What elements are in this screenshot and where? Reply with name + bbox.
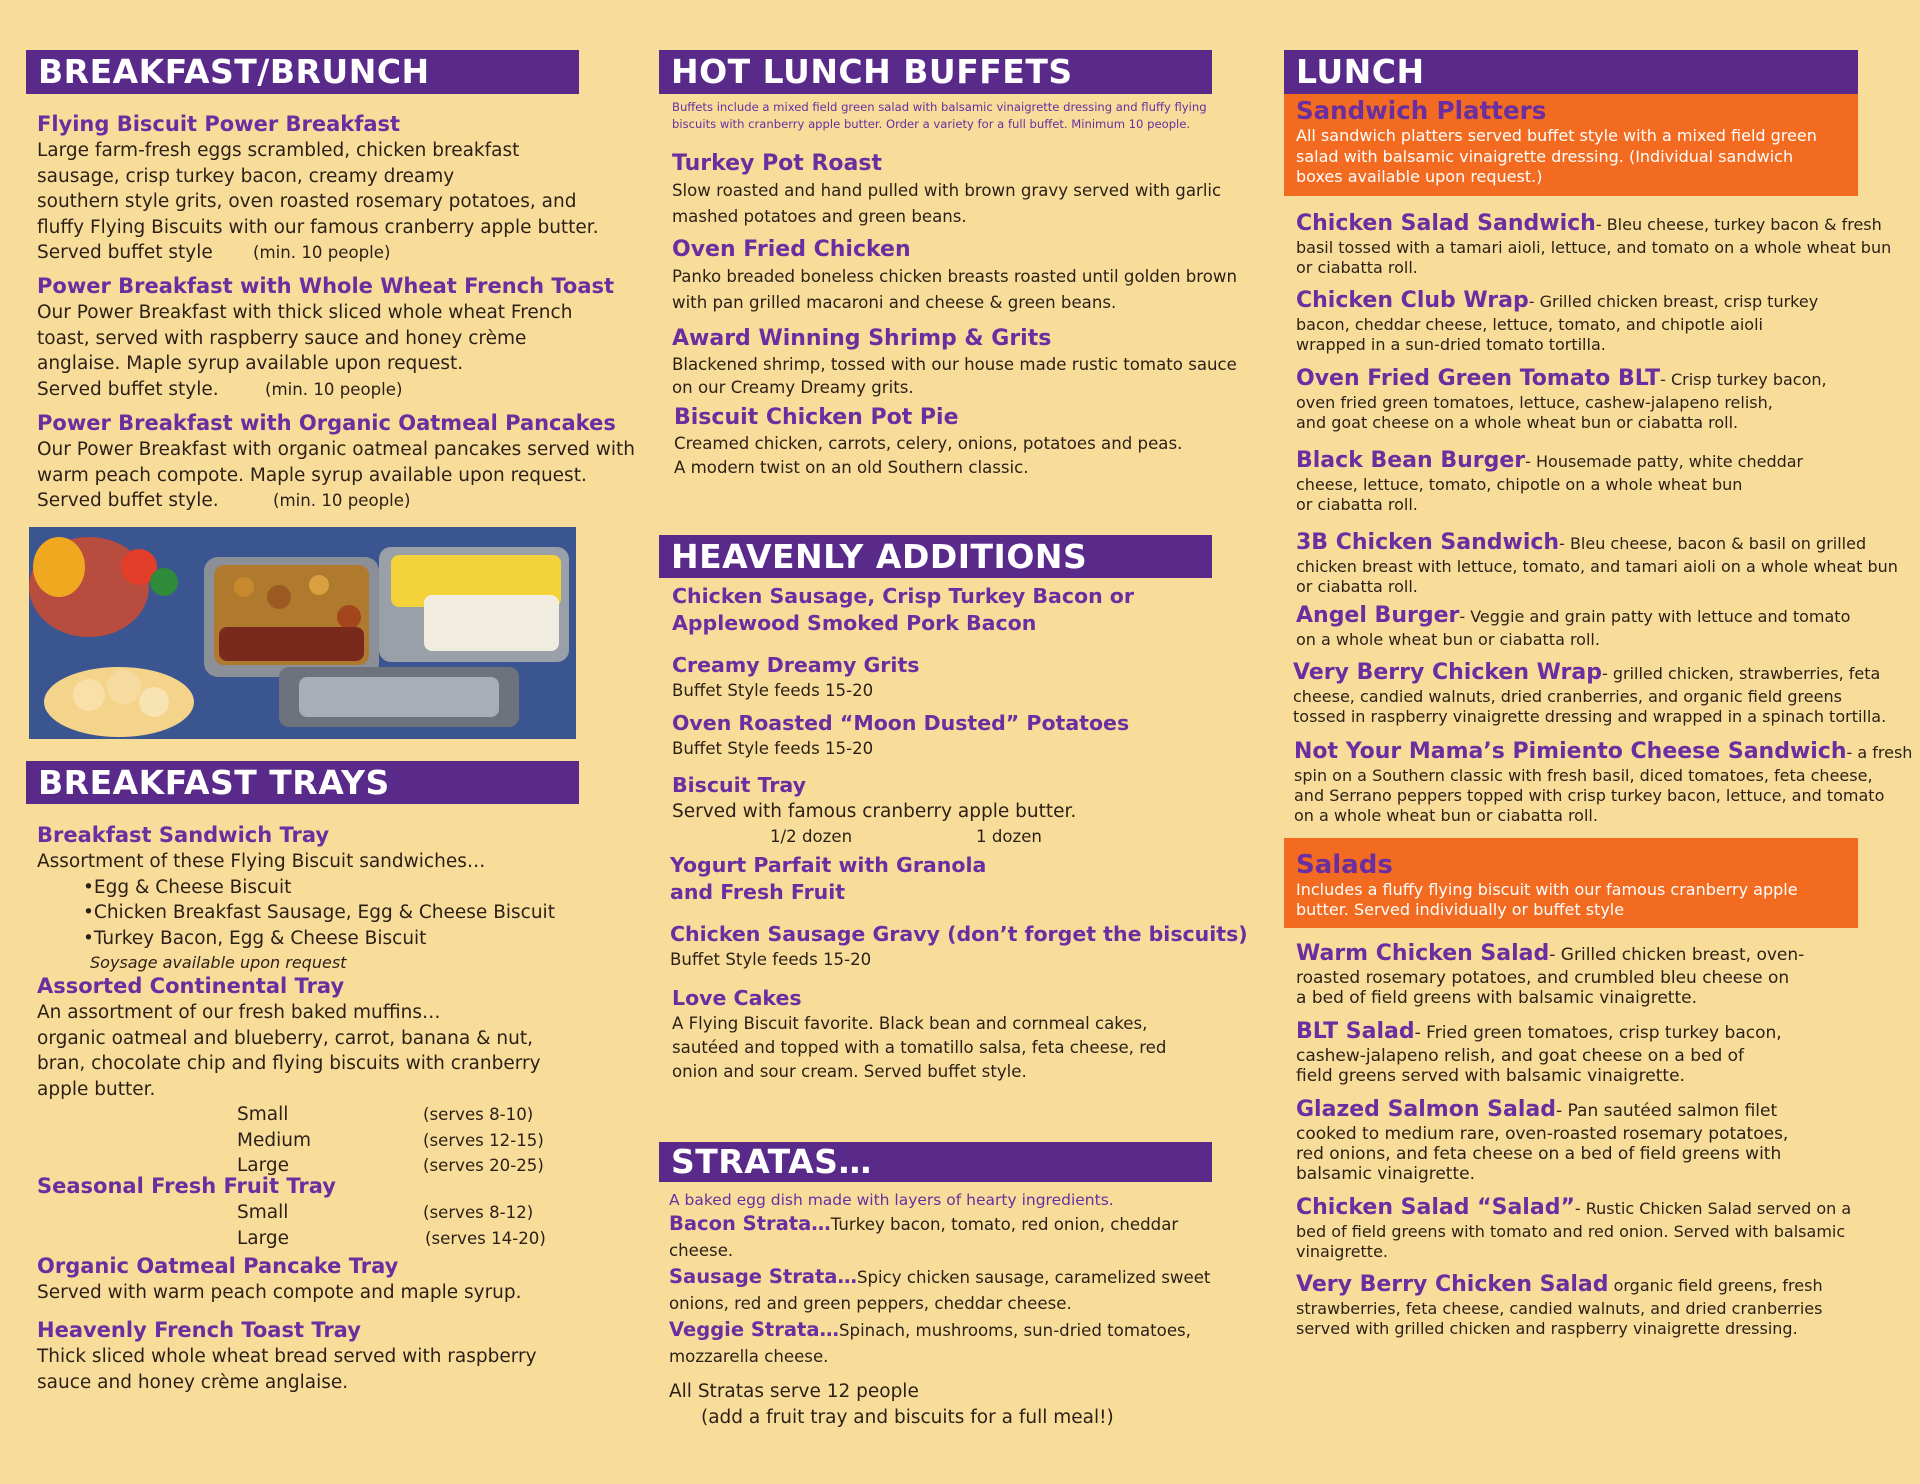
stratas-serve [669,1379,1114,1430]
sandwich-name: Chicken Salad Sandwich [1296,211,1596,236]
salad-desc: served with grilled chicken and raspberry vinaigrette dressing. [1296,1319,1798,1338]
item-desc: Served with warm peach compote and maple syrup. [37,1282,522,1303]
item-title: Applewood Smoked Pork Bacon [672,611,1037,635]
size-label: Small [237,1202,289,1223]
sandwich-desc: and Serrano peppers topped with crisp turkey bacon, lettuce, and tomato [1294,786,1885,805]
pancake-tray [37,1252,607,1306]
hotlunch-intro [672,99,1207,133]
sandwich-platters-box [1284,94,1858,196]
salad-desc: vinaigrette. [1296,1242,1389,1261]
stratas-list [669,1189,1210,1370]
size-row [37,1226,607,1252]
sandwich-item [1296,447,1803,515]
sandwich-item [1296,602,1850,650]
salad-item [1296,940,1804,1008]
item-desc: sauce and honey crème anglaise. [37,1371,349,1393]
item-desc: sausage, crisp turkey bacon, creamy dreamy [37,165,455,187]
sandwich-name: Oven Fried Green Tomato BLT [1296,366,1661,391]
size-label: Small [237,1104,289,1125]
item-desc: bran, chocolate chip and flying biscuits with cranberry [37,1053,541,1074]
sandwich-desc: on a whole wheat bun or ciabatta roll. [1296,630,1600,649]
item-title: Chicken Sausage Gravy (don’t forget the biscuits) [670,922,1248,946]
additions-grits [672,651,919,703]
strata-desc: Spicy chicken sausage, caramelized sweet [856,1268,1211,1287]
salad-desc: red onions, and feta cheese on a bed of field greens with [1296,1144,1782,1164]
sandwich-name: Not Your Mama’s Pimiento Cheese Sandwich [1294,739,1847,764]
platters-desc: All sandwich platters served buffet style with a mixed field green [1296,126,1817,145]
sandwich-item [1296,529,1898,597]
sandwich-name: 3B Chicken Sandwich [1296,530,1560,555]
sandwich-item [1293,659,1886,727]
additions-gravy [670,920,1248,972]
item-title: Assorted Continental Tray [37,974,345,998]
salad-desc: organic field greens, fresh [1608,1276,1823,1295]
strata-item [669,1317,1210,1344]
sandwich-desc: - Grilled chicken breast, crisp turkey [1528,292,1819,311]
item-desc: An assortment of our fresh baked muffins… [37,1002,441,1023]
sandwich-desc: - Crisp turkey bacon, [1660,370,1827,389]
sandwich-item [1296,287,1818,355]
sandwich-desc: - a fresh [1846,743,1913,762]
salad-desc: roasted rosemary potatoes, and crumbled bleu cheese on [1296,968,1790,988]
salad-name: Chicken Salad “Salad” [1296,1195,1575,1220]
intro-line: biscuits with cranberry apple butter. Order a variety for a full buffet. Minimum 10 people. [672,117,1191,131]
sandwich-desc: - Veggie and grain patty with lettuce and tomato [1459,607,1851,626]
item-title: Chicken Sausage, Crisp Turkey Bacon or [672,584,1135,608]
salad-name: Warm Chicken Salad [1296,941,1550,966]
strata-name: Sausage Strata… [669,1265,857,1288]
sandwich-item [1296,210,1891,278]
additions-love-cakes [672,984,1166,1084]
item-title: Organic Oatmeal Pancake Tray [37,1254,399,1278]
item-title: Award Winning Shrimp & Grits [672,326,1052,351]
intro-line: Buffets include a mixed field green salad with balsamic vinaigrette dressing and fluffy flying [672,100,1207,114]
item-title: Breakfast Sandwich Tray [37,823,330,847]
item-desc: Creamed chicken, carrots, celery, onions, potatoes and peas. [674,434,1183,453]
item-title: Power Breakfast with Organic Oatmeal Pancakes [37,411,616,435]
item-title: and Fresh Fruit [670,880,846,904]
item-desc: organic oatmeal and blueberry, carrot, banana & nut, [37,1027,533,1049]
item-desc: warm peach compote. Maple syrup available upon request. [37,464,587,486]
salad-desc: field greens served with balsamic vinaigrette. [1296,1066,1685,1086]
stratas-header: STRATAS… [659,1142,1212,1182]
item-desc: Buffet Style feeds 15-20 [670,950,872,969]
french-toast-tray [37,1316,607,1395]
salad-desc: - Grilled chicken breast, oven- [1549,945,1805,965]
hotlunch-header: HOT LUNCH BUFFETS [659,50,1212,94]
item-title: Turkey Pot Roast [672,151,882,176]
half-dozen: 1/2 dozen [770,826,853,846]
item-desc: Large farm-fresh eggs scrambled, chicken breakfast [37,140,520,161]
item-title: Flying Biscuit Power Breakfast [37,112,401,136]
salad-desc: - Rustic Chicken Salad served on a [1574,1199,1852,1218]
salad-desc: cashew-jalapeno relish, and goat cheese on a bed of [1296,1046,1745,1066]
additions-potatoes [672,709,1129,761]
additions-header: HEAVENLY ADDITIONS [659,535,1212,578]
lunch-header: LUNCH [1284,50,1858,94]
buffet-photo [29,527,576,739]
size-label: Large [237,1155,290,1176]
size-row [37,1102,607,1128]
platters-desc: boxes available upon request.) [1296,167,1543,186]
serves-label: (serves 14-20) [425,1228,546,1248]
one-dozen: 1 dozen [976,826,1042,846]
item-desc: Panko breaded boneless chicken breasts roasted until golden brown [672,267,1237,286]
min-people: (min. 10 people) [265,379,403,399]
sandwich-desc: - Housemade patty, white cheddar [1525,452,1804,471]
salad-desc: a bed of field greens with balsamic vinaigrette. [1296,988,1697,1008]
min-people: (min. 10 people) [273,491,411,510]
item-desc: on our Creamy Dreamy grits. [672,378,914,397]
item-desc: apple butter. [37,1078,156,1100]
sandwich-desc: spin on a Southern classic with fresh basil, diced tomatoes, feta cheese, [1294,766,1873,785]
sandwich-desc: cheese, lettuce, tomato, chipotle on a whole wheat bun [1296,475,1743,494]
continental-tray [37,972,607,1179]
item-title: Power Breakfast with Whole Wheat French Toast [37,274,615,298]
salad-item [1296,1096,1788,1184]
sandwich-name: Angel Burger [1296,603,1460,628]
sandwich-tray [37,821,607,975]
item-desc: toast, served with raspberry sauce and honey crème [37,327,527,349]
hotlunch-item [672,236,1237,316]
salad-desc: - Fried green tomatoes, crisp turkey bacon, [1414,1023,1782,1043]
item-desc: anglaise. Maple syrup available upon request. [37,353,464,374]
item-desc: Slow roasted and hand pulled with brown gravy served with garlic [672,181,1222,200]
bullet-item: •Chicken Breakfast Sausage, Egg & Cheese Biscuit [83,902,555,923]
size-label: Medium [237,1129,311,1151]
served-style: Served buffet style. [37,490,219,511]
item-desc: southern style grits, oven roasted rosemary potatoes, and [37,191,577,212]
additions-meats [672,583,1134,637]
sandwich-name: Chicken Club Wrap [1296,288,1529,313]
item-desc: Thick sliced whole wheat bread served with raspberry [37,1346,537,1367]
salad-name: BLT Salad [1296,1019,1415,1044]
min-people: (min. 10 people) [253,243,391,262]
bullet-item: •Egg & Cheese Biscuit [83,876,292,898]
item-desc: Assortment of these Flying Biscuit sandwiches… [37,851,486,872]
salad-name: Glazed Salmon Salad [1296,1097,1556,1122]
sandwich-name: Very Berry Chicken Wrap [1293,660,1602,685]
salads-desc: butter. Served individually or buffet style [1296,900,1625,919]
item-title: Creamy Dreamy Grits [672,653,920,677]
salad-desc: strawberries, feta cheese, candied walnuts, and dried cranberries [1296,1299,1823,1318]
sandwich-desc: oven fried green tomatoes, lettuce, cashew-jalapeno relish, [1296,393,1773,412]
salads-title: Salads [1296,850,1393,880]
buffet-illustration [29,527,576,739]
salad-desc: - Pan sautéed salmon filet [1556,1101,1778,1121]
item-desc: Buffet Style feeds 15-20 [672,739,874,758]
hotlunch-item [674,404,1182,480]
sandwich-desc: - grilled chicken, strawberries, feta [1601,664,1881,683]
item-desc: A modern twist on an old Southern classic. [674,458,1029,477]
salad-desc: bed of field greens with tomato and red onion. Served with balsamic [1296,1222,1846,1241]
sandwich-item [1296,365,1827,433]
item-desc: mashed potatoes and green beans. [672,207,967,226]
sandwich-item [1294,738,1912,826]
hotlunch-item [672,325,1237,399]
salad-desc: cooked to medium rare, oven-roasted rosemary potatoes, [1296,1124,1789,1144]
tray-note: Soysage available upon request [90,953,347,972]
strata-name: Veggie Strata… [669,1318,839,1341]
strata-item [669,1264,1210,1291]
serves-label: (serves 8-12) [423,1203,534,1222]
item-desc: Served with famous cranberry apple butter. [672,801,1077,822]
platters-desc: salad with balsamic vinaigrette dressing. (Individual sandwich [1296,146,1794,166]
sandwich-desc: cheese, candied walnuts, dried cranberries, and organic field greens [1293,687,1842,706]
sandwich-desc: on a whole wheat bun or ciabatta roll. [1294,806,1598,825]
salad-desc: balsamic vinaigrette. [1296,1164,1475,1184]
sandwich-desc: basil tossed with a tamari aioli, lettuce, and tomato on a whole wheat bun [1296,238,1892,257]
sandwich-name: Black Bean Burger [1296,448,1526,473]
item-desc: Buffet Style feeds 15-20 [672,681,874,700]
item-desc: with pan grilled macaroni and cheese & green beans. [672,293,1117,312]
strata-desc: Spinach, mushrooms, sun-dried tomatoes, [839,1321,1191,1340]
hotlunch-item [672,150,1221,230]
sandwich-desc: - Bleu cheese, turkey bacon & fresh [1595,215,1882,234]
sandwich-desc: - Bleu cheese, bacon & basil on grilled [1559,534,1867,553]
breakfast-header: BREAKFAST/BRUNCH [26,50,579,94]
item-title: Love Cakes [672,986,802,1010]
sandwich-desc: or ciabatta roll. [1296,495,1418,514]
breakfast-item [37,110,607,266]
served-style: Served buffet style. [37,378,219,400]
sandwich-desc: chicken breast with lettuce, tomato, and tamari aioli on a whole wheat bun [1296,557,1898,576]
salad-item [1296,1018,1782,1086]
salad-item [1296,1271,1823,1339]
item-title: Oven Fried Chicken [672,237,911,262]
strata-item [669,1211,1210,1238]
item-desc: Our Power Breakfast with thick sliced whole wheat French [37,302,573,323]
sandwich-desc: or ciabatta roll. [1296,577,1418,596]
sandwich-desc: and goat cheese on a whole wheat bun or ciabatta roll. [1296,413,1739,432]
item-desc: Our Power Breakfast with organic oatmeal pancakes served with [37,439,636,460]
sandwich-desc: tossed in raspberry vinaigrette dressing and wrapped in a spinach tortilla. [1293,707,1887,726]
size-row [37,1128,607,1154]
serves-label: (serves 8-10) [423,1105,534,1124]
bullet-item: •Turkey Bacon, Egg & Cheese Biscuit [83,927,427,949]
stratas-intro: A baked egg dish made with layers of hearty ingredients. [669,1191,1114,1209]
additions-yogurt [670,852,986,906]
item-title: Biscuit Chicken Pot Pie [674,405,959,430]
sandwich-desc: bacon, cheddar cheese, lettuce, tomato, and chipotle aioli [1296,315,1763,334]
sandwich-desc: or ciabatta roll. [1296,258,1418,277]
size-row [37,1200,607,1226]
additions-biscuit [672,771,1076,849]
fruit-tray [37,1172,607,1251]
serves-label: (serves 20-25) [423,1156,544,1175]
item-desc: onion and sour cream. Served buffet style. [672,1062,1027,1081]
item-title: Biscuit Tray [672,773,806,797]
serves-label: (serves 12-15) [423,1130,544,1150]
strata-desc: cheese. [669,1241,734,1260]
strata-desc: mozzarella cheese. [669,1347,829,1366]
strata-name: Bacon Strata… [669,1212,831,1235]
item-desc: A Flying Biscuit favorite. Black bean and cornmeal cakes, [672,1014,1148,1033]
platters-title: Sandwich Platters [1296,96,1547,125]
strata-desc: Turkey bacon, tomato, red onion, cheddar [830,1215,1179,1234]
addon-note: (add a fruit tray and biscuits for a full meal!) [701,1406,1114,1428]
item-desc: fluffy Flying Biscuits with our famous cranberry apple butter. [37,216,599,238]
size-label: Large [237,1227,290,1249]
sandwich-desc: wrapped in a sun-dried tomato tortilla. [1296,335,1606,354]
item-title: Yogurt Parfait with Granola [670,853,987,877]
trays-header: BREAKFAST TRAYS [26,761,579,804]
item-title: Heavenly French Toast Tray [37,1318,361,1342]
served-style: Served buffet style [37,242,213,263]
breakfast-item [37,409,636,514]
salads-box [1284,838,1858,928]
item-desc: Blackened shrimp, tossed with our house made rustic tomato sauce [672,355,1237,374]
item-desc: sautéed and topped with a tomatillo salsa, feta cheese, red [672,1038,1167,1057]
item-title: Oven Roasted “Moon Dusted” Potatoes [672,711,1130,735]
strata-desc: onions, red and green peppers, cheddar cheese. [669,1294,1072,1313]
salad-name: Very Berry Chicken Salad [1296,1272,1609,1297]
breakfast-item [37,272,615,402]
item-title: Seasonal Fresh Fruit Tray [37,1174,336,1198]
salads-desc: Includes a fluffy flying biscuit with our famous cranberry apple [1296,880,1798,899]
serve-note: All Stratas serve 12 people [669,1381,919,1402]
salad-item [1296,1194,1851,1262]
